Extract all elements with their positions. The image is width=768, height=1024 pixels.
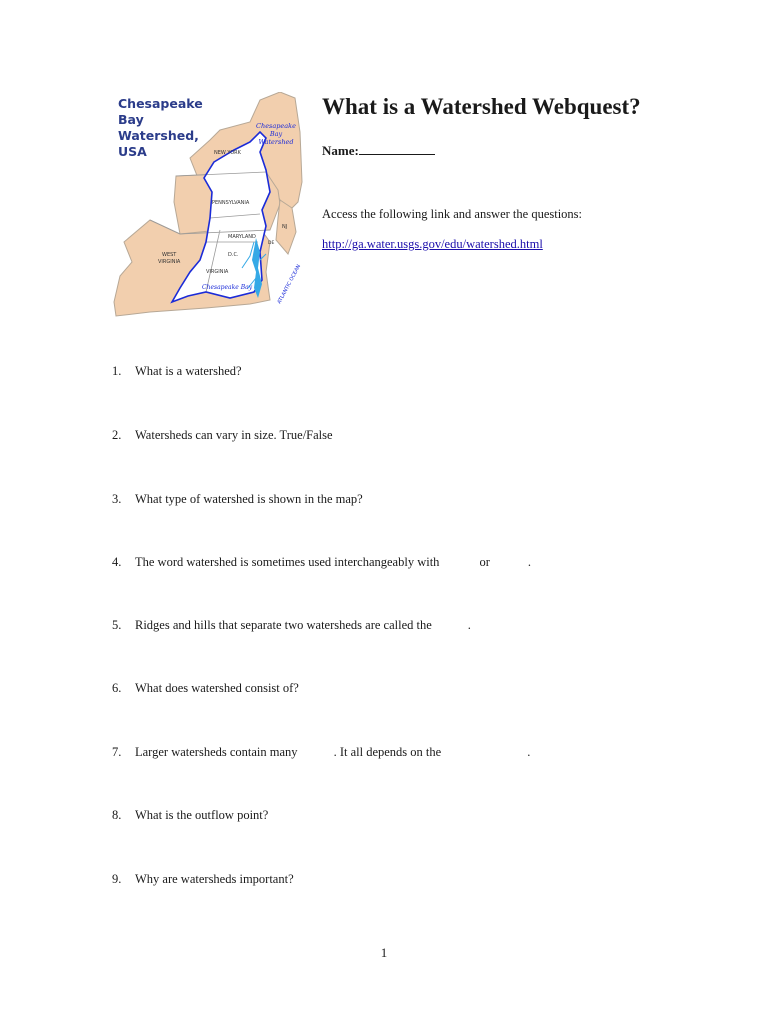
map-caption-line2: Bay: [118, 112, 144, 127]
question-3: [112, 492, 363, 507]
question-number: 3.: [112, 492, 122, 506]
state-label-new-york: NEW YORK: [214, 150, 241, 156]
question-text: .: [527, 745, 531, 759]
question-number: 8.: [112, 808, 122, 822]
question-5: [112, 618, 471, 633]
question-text: Ridges and hills that separate two watersheds are called the: [135, 618, 432, 632]
ocean-label: ATLANTIC OCEAN: [276, 263, 303, 305]
state-label-virginia: VIRGINIA: [206, 269, 229, 275]
question-text: . It all depends on the: [333, 745, 442, 759]
state-label-nj: NJ: [282, 224, 288, 230]
map-caption-line4: USA: [118, 144, 147, 159]
bay-label: Chesapeake Bay: [202, 284, 253, 291]
state-label-dc: D.C.: [228, 252, 239, 258]
question-6: [112, 681, 299, 696]
question-text: What is the outflow point?: [135, 808, 269, 822]
question-9: [112, 872, 294, 887]
map-caption-line1: Chesapeake: [118, 96, 203, 111]
name-field: [322, 142, 435, 159]
watershed-link[interactable]: http://ga.water.usgs.gov/edu/watershed.html: [322, 237, 543, 251]
question-text: What is a watershed?: [135, 364, 242, 378]
question-number: 2.: [112, 428, 122, 442]
map-inset-label-line2: Bay: [269, 130, 283, 138]
question-number: 7.: [112, 745, 122, 759]
watershed-map-graphic: [110, 92, 310, 318]
question-number: 6.: [112, 681, 122, 695]
question-4: [112, 555, 531, 570]
question-text: .: [527, 555, 531, 569]
state-label-west-virginia-1: WEST: [162, 252, 177, 258]
question-text: Larger watersheds contain many: [135, 745, 298, 759]
state-label-pennsylvania: PENNSYLVANIA: [212, 200, 250, 206]
question-text: What does watershed consist of?: [135, 681, 299, 695]
question-text: .: [467, 618, 471, 632]
watershed-map: [110, 92, 310, 318]
question-2: [112, 428, 333, 443]
question-8: [112, 808, 268, 823]
state-label-delaware: DE: [268, 241, 275, 246]
question-text: Why are watersheds important?: [135, 872, 294, 886]
question-text: The word watershed is sometimes used interchangeably with: [135, 555, 440, 569]
question-number: 4.: [112, 555, 122, 569]
map-inset-label-line1: Chesapeake: [256, 122, 296, 130]
page-number: 1: [380, 945, 388, 960]
question-1: [112, 364, 242, 379]
question-number: 5.: [112, 618, 122, 632]
question-text: or: [479, 555, 490, 569]
question-text: What type of watershed is shown in the map?: [135, 492, 363, 506]
map-inset-label-line3: Watershed: [258, 138, 294, 146]
question-number: 1.: [112, 364, 122, 378]
name-label: Name:: [322, 143, 359, 158]
question-number: 9.: [112, 872, 122, 886]
question-text: Watersheds can vary in size. True/False: [135, 428, 333, 442]
question-7: [112, 745, 530, 760]
map-caption-line3: Watershed,: [118, 128, 199, 143]
name-blank: [359, 142, 435, 155]
instructions-text: Access the following link and answer the questions:: [322, 207, 583, 221]
state-label-maryland: MARYLAND: [228, 234, 256, 240]
state-label-west-virginia-2: VIRGINIA: [158, 259, 181, 265]
page-title: What is a Watershed Webquest?: [322, 94, 641, 119]
